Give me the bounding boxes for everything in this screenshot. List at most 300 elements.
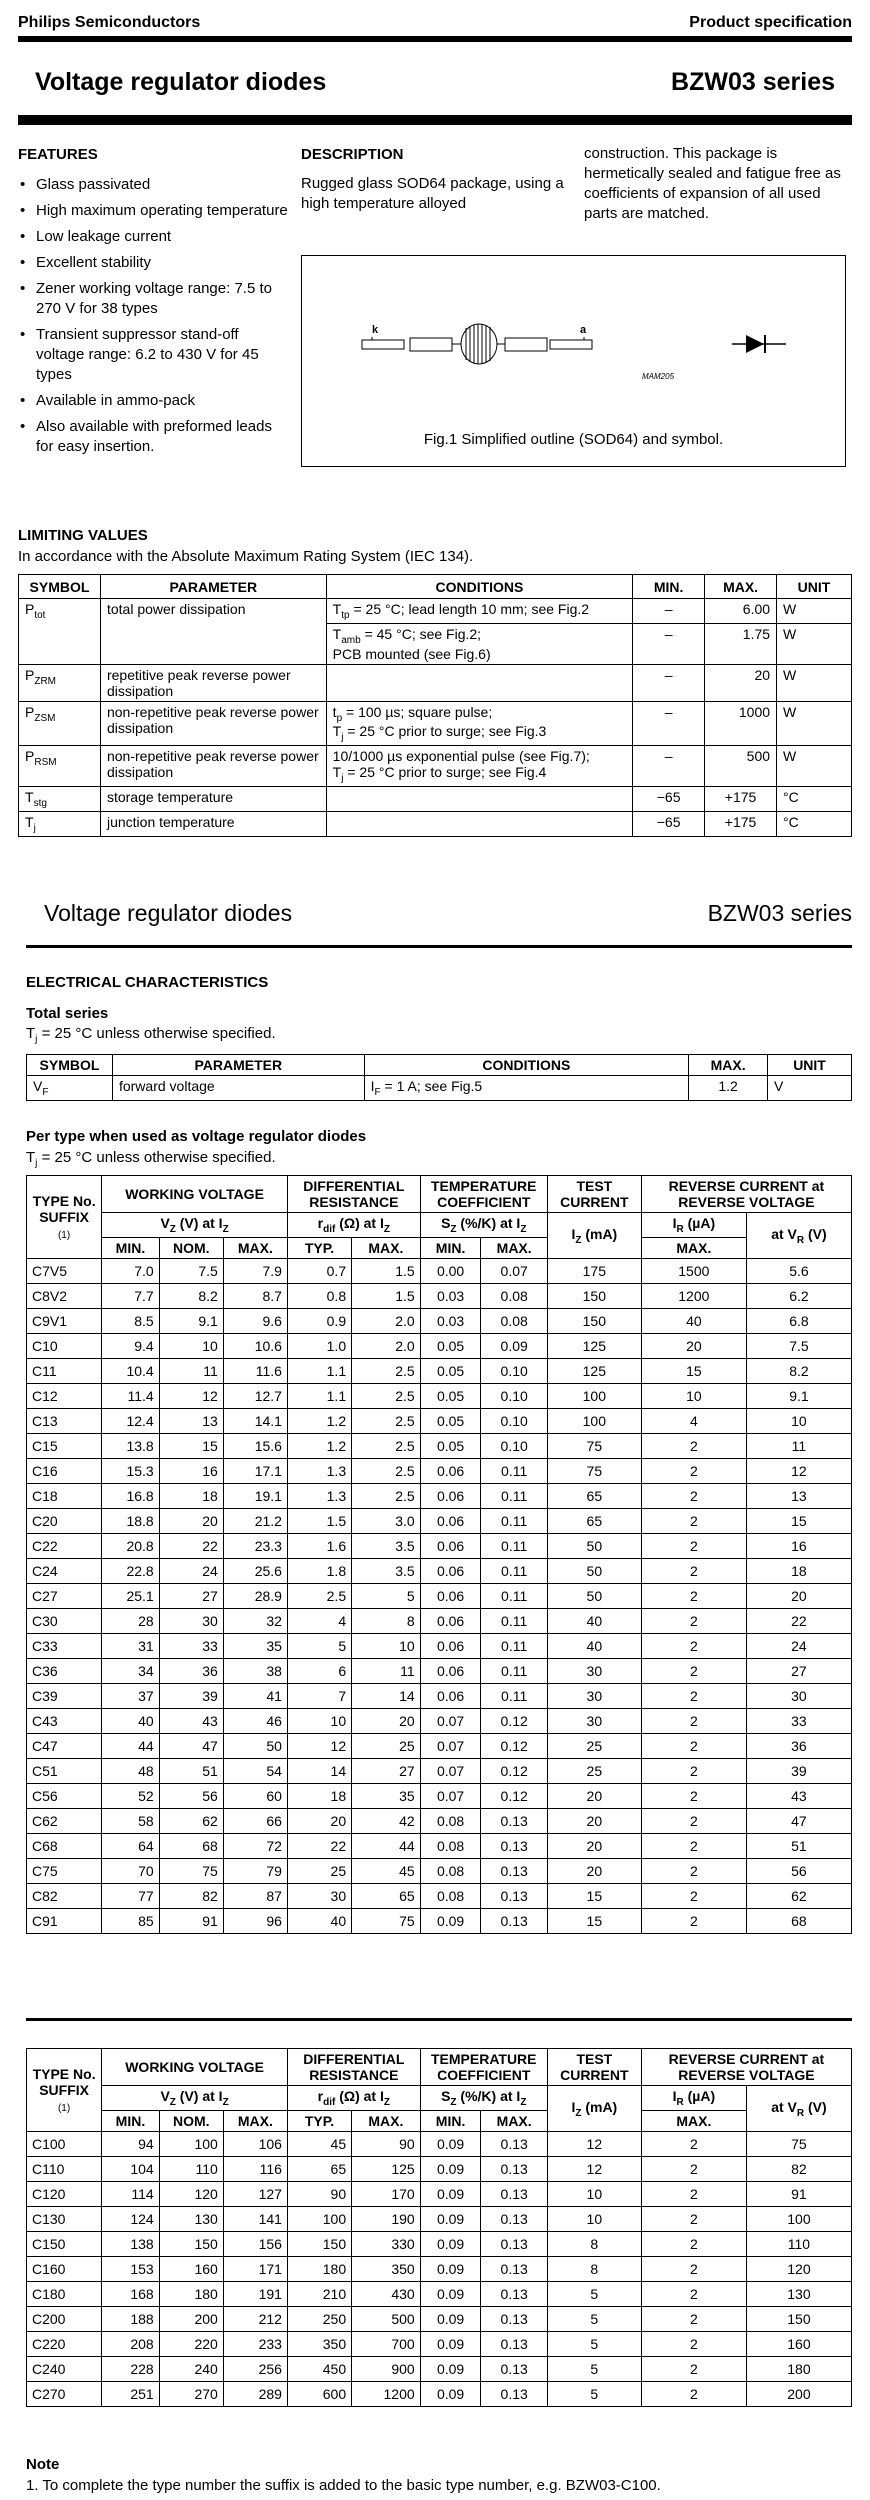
- unit-cell: W: [777, 746, 852, 787]
- value-cell: 0.11: [481, 1683, 547, 1708]
- value-cell: 0.10: [481, 1433, 547, 1458]
- value-cell: 22: [746, 1608, 851, 1633]
- value-cell: 65: [547, 1508, 641, 1533]
- per-type-header-row-3: [27, 2110, 852, 2131]
- value-cell: 1.1: [287, 1358, 351, 1383]
- col-sz-max: MAX.: [481, 1237, 547, 1258]
- table-row: [27, 2306, 852, 2331]
- table-row: [27, 1908, 852, 1933]
- value-cell: 79: [223, 1858, 287, 1883]
- value-cell: 0.13: [481, 2381, 547, 2406]
- value-cell: 0.06: [420, 1583, 481, 1608]
- value-cell: 125: [547, 1333, 641, 1358]
- conditions-cell: [326, 811, 633, 836]
- value-cell: 66: [223, 1808, 287, 1833]
- table-row: [27, 1783, 852, 1808]
- table-row: [19, 746, 852, 787]
- value-cell: 20: [352, 1708, 421, 1733]
- unit-cell: V: [768, 1076, 852, 1101]
- value-cell: 13: [159, 1408, 223, 1433]
- type-suffix-cell: C43: [27, 1708, 102, 1733]
- value-cell: 0.13: [481, 2181, 547, 2206]
- table-row: [27, 2131, 852, 2156]
- value-cell: 0.00: [420, 1258, 481, 1283]
- type-suffix-cell: C56: [27, 1783, 102, 1808]
- value-cell: 0.09: [481, 1333, 547, 1358]
- value-cell: 2: [641, 1558, 746, 1583]
- type-suffix-cell: C82: [27, 1883, 102, 1908]
- value-cell: 25.6: [223, 1558, 287, 1583]
- value-cell: 0.12: [481, 1708, 547, 1733]
- value-cell: 34: [102, 1658, 160, 1683]
- symbol-cell: $P_{ZSM}$: [19, 701, 101, 746]
- value-cell: 1.6: [287, 1533, 351, 1558]
- value-cell: 12.7: [223, 1383, 287, 1408]
- type-suffix-cell: C270: [27, 2381, 102, 2406]
- type-suffix-cell: C22: [27, 1533, 102, 1558]
- value-cell: 0.09: [420, 2356, 481, 2381]
- max-cell: +175: [705, 811, 777, 836]
- value-cell: 20: [547, 1783, 641, 1808]
- value-cell: 15: [547, 1908, 641, 1933]
- table-row: [27, 2381, 852, 2406]
- conditions-cell: [326, 786, 633, 811]
- value-cell: 75: [746, 2131, 851, 2156]
- min-cell: –: [633, 746, 705, 787]
- value-cell: 180: [746, 2356, 851, 2381]
- value-cell: 17.1: [223, 1458, 287, 1483]
- value-cell: 72: [223, 1833, 287, 1858]
- value-cell: 14.1: [223, 1408, 287, 1433]
- value-cell: 30: [547, 1683, 641, 1708]
- ts-col-symbol: SYMBOL: [27, 1055, 113, 1076]
- value-cell: 233: [223, 2331, 287, 2356]
- value-cell: 20: [287, 1808, 351, 1833]
- value-cell: 0.13: [481, 1833, 547, 1858]
- per-type-table-1: [26, 1175, 852, 1934]
- value-cell: 15: [159, 1433, 223, 1458]
- value-cell: 62: [746, 1883, 851, 1908]
- feature-item: • Low leakage current: [20, 227, 290, 247]
- value-cell: 2.0: [352, 1308, 421, 1333]
- type-suffix-cell: C15: [27, 1433, 102, 1458]
- value-cell: 36: [746, 1733, 851, 1758]
- value-cell: 0.10: [481, 1358, 547, 1383]
- value-cell: 0.05: [420, 1433, 481, 1458]
- value-cell: 56: [746, 1858, 851, 1883]
- table-row: [19, 599, 852, 624]
- value-cell: 168: [102, 2281, 160, 2306]
- value-cell: 62: [159, 1808, 223, 1833]
- lv-col-max: MAX.: [705, 575, 777, 599]
- value-cell: 2: [641, 1508, 746, 1533]
- value-cell: 2: [641, 2331, 746, 2356]
- type-suffix-cell: C8V2: [27, 1283, 102, 1308]
- value-cell: 150: [746, 2306, 851, 2331]
- col-differential-resistance: DIFFERENTIAL RESISTANCE: [287, 2049, 420, 2086]
- value-cell: 600: [287, 2381, 351, 2406]
- type-suffix-cell: C16: [27, 1458, 102, 1483]
- value-cell: 3.0: [352, 1508, 421, 1533]
- value-cell: 0.12: [481, 1733, 547, 1758]
- col-vz-max: MAX.: [223, 2110, 287, 2131]
- max-cell: 1000: [705, 701, 777, 746]
- value-cell: 12: [547, 2131, 641, 2156]
- value-cell: 138: [102, 2231, 160, 2256]
- value-cell: 170: [352, 2181, 421, 2206]
- value-cell: 0.07: [420, 1733, 481, 1758]
- value-cell: 350: [352, 2256, 421, 2281]
- value-cell: 114: [102, 2181, 160, 2206]
- value-cell: 20: [159, 1508, 223, 1533]
- value-cell: 2: [641, 1783, 746, 1808]
- value-cell: 124: [102, 2206, 160, 2231]
- value-cell: 90: [352, 2131, 421, 2156]
- value-cell: 100: [547, 1408, 641, 1433]
- value-cell: 7: [287, 1683, 351, 1708]
- value-cell: 0.11: [481, 1533, 547, 1558]
- value-cell: 0.09: [420, 2381, 481, 2406]
- value-cell: 91: [159, 1908, 223, 1933]
- value-cell: 0.08: [481, 1283, 547, 1308]
- ts-col-parameter: PARAMETER: [112, 1055, 364, 1076]
- value-cell: 2: [641, 1633, 746, 1658]
- value-cell: 106: [223, 2131, 287, 2156]
- value-cell: 0.13: [481, 1858, 547, 1883]
- value-cell: 2: [641, 2181, 746, 2206]
- table-row: [27, 1283, 852, 1308]
- value-cell: 8: [352, 1608, 421, 1633]
- table-row: [27, 1608, 852, 1633]
- sod64-outline-drawing: [302, 256, 845, 406]
- value-cell: 2: [641, 2281, 746, 2306]
- value-cell: 160: [159, 2256, 223, 2281]
- value-cell: 12: [746, 1458, 851, 1483]
- ts-col-unit: UNIT: [768, 1055, 852, 1076]
- value-cell: 2: [641, 1458, 746, 1483]
- value-cell: 240: [159, 2356, 223, 2381]
- table-row: [27, 1758, 852, 1783]
- value-cell: 5.6: [746, 1258, 851, 1283]
- value-cell: 100: [746, 2206, 851, 2231]
- parameter-cell: storage temperature: [100, 786, 326, 811]
- table-row: [27, 2281, 852, 2306]
- value-cell: 2: [641, 1758, 746, 1783]
- type-suffix-cell: C36: [27, 1658, 102, 1683]
- value-cell: 11.6: [223, 1358, 287, 1383]
- lv-col-min: MIN.: [633, 575, 705, 599]
- value-cell: 60: [223, 1783, 287, 1808]
- value-cell: 75: [547, 1458, 641, 1483]
- parameter-cell: total power dissipation: [100, 599, 326, 665]
- total-series-header-row: [27, 1055, 852, 1076]
- conditions-cell: [326, 664, 633, 701]
- col-sz-unit: $S_Z$ (%/K) at $I_Z$: [420, 2086, 547, 2111]
- value-cell: 22: [159, 1533, 223, 1558]
- value-cell: 1.5: [352, 1258, 421, 1283]
- value-cell: 0.09: [420, 2231, 481, 2256]
- max-cell: 1.2: [689, 1076, 768, 1101]
- table-row: [27, 1308, 852, 1333]
- value-cell: 85: [102, 1908, 160, 1933]
- value-cell: 0.06: [420, 1558, 481, 1583]
- value-cell: 82: [746, 2156, 851, 2181]
- value-cell: 0.13: [481, 1883, 547, 1908]
- value-cell: 0.7: [287, 1258, 351, 1283]
- value-cell: 12: [159, 1383, 223, 1408]
- value-cell: 40: [287, 1908, 351, 1933]
- page2-rule: [26, 945, 852, 948]
- type-suffix-cell: C91: [27, 1908, 102, 1933]
- value-cell: 7.9: [223, 1258, 287, 1283]
- value-cell: 0.11: [481, 1583, 547, 1608]
- value-cell: 0.13: [481, 2231, 547, 2256]
- col-rdif-max: MAX.: [352, 1237, 421, 1258]
- value-cell: 900: [352, 2356, 421, 2381]
- value-cell: 10: [547, 2206, 641, 2231]
- value-cell: 8: [547, 2256, 641, 2281]
- description-text-2: construction. This package is hermetically sealed and fatigue free as coefficients of expansion of all used parts are matched.: [584, 145, 841, 222]
- type-suffix-cell: C33: [27, 1633, 102, 1658]
- value-cell: 56: [159, 1783, 223, 1808]
- value-cell: 0.09: [420, 2256, 481, 2281]
- value-cell: 2: [641, 1608, 746, 1633]
- table-row: [27, 1408, 852, 1433]
- value-cell: 94: [102, 2131, 160, 2156]
- company-name: Philips Semiconductors: [18, 14, 201, 31]
- table-row: [27, 1433, 852, 1458]
- min-cell: −65: [633, 811, 705, 836]
- col-rdif-unit: $r_{dif}$ (Ω) at $I_Z$: [287, 2086, 420, 2111]
- value-cell: 0.09: [420, 1908, 481, 1933]
- parameter-cell: non-repetitive peak reverse power dissipation: [100, 701, 326, 746]
- type-suffix-cell: C9V1: [27, 1308, 102, 1333]
- type-suffix-cell: C130: [27, 2206, 102, 2231]
- lv-col-symbol: SYMBOL: [19, 575, 101, 599]
- value-cell: 0.03: [420, 1308, 481, 1333]
- table-row: [19, 786, 852, 811]
- value-cell: 2: [641, 2131, 746, 2156]
- per-type-header-row-3: [27, 1237, 852, 1258]
- min-cell: −65: [633, 786, 705, 811]
- parameter-cell: non-repetitive peak reverse power dissipation: [100, 746, 326, 787]
- value-cell: 0.13: [481, 1808, 547, 1833]
- table-row: [19, 664, 852, 701]
- value-cell: 44: [352, 1833, 421, 1858]
- value-cell: 2: [641, 2206, 746, 2231]
- table-row: [27, 2231, 852, 2256]
- value-cell: 20: [547, 1808, 641, 1833]
- value-cell: 52: [102, 1783, 160, 1808]
- value-cell: 0.06: [420, 1483, 481, 1508]
- col-type-suffix: TYPE No. SUFFIX (1): [27, 2049, 102, 2132]
- value-cell: 30: [547, 1658, 641, 1683]
- value-cell: 120: [159, 2181, 223, 2206]
- value-cell: 41: [223, 1683, 287, 1708]
- value-cell: 220: [159, 2331, 223, 2356]
- table-row: [27, 2331, 852, 2356]
- value-cell: 0.08: [420, 1833, 481, 1858]
- value-cell: 100: [547, 1383, 641, 1408]
- col-rdif-max: MAX.: [352, 2110, 421, 2131]
- value-cell: 0.05: [420, 1358, 481, 1383]
- type-suffix-cell: C62: [27, 1808, 102, 1833]
- value-cell: 15: [746, 1508, 851, 1533]
- col-differential-resistance: DIFFERENTIAL RESISTANCE: [287, 1176, 420, 1213]
- value-cell: 0.11: [481, 1608, 547, 1633]
- value-cell: 210: [287, 2281, 351, 2306]
- value-cell: 0.05: [420, 1408, 481, 1433]
- features-list: [20, 175, 290, 463]
- total-series-heading: Total series: [26, 1005, 109, 1022]
- type-suffix-cell: C12: [27, 1383, 102, 1408]
- value-cell: 18.8: [102, 1508, 160, 1533]
- value-cell: 65: [547, 1483, 641, 1508]
- col-type-suffix: TYPE No. SUFFIX (1): [27, 1176, 102, 1259]
- total-series-note: $T_j = 25$ °C unless otherwise specified.: [26, 1025, 276, 1045]
- value-cell: 6.8: [746, 1308, 851, 1333]
- value-cell: 12: [287, 1733, 351, 1758]
- col-vr-unit: at $V_R$ (V): [746, 2086, 851, 2132]
- value-cell: 1.1: [287, 1383, 351, 1408]
- value-cell: 36: [159, 1658, 223, 1683]
- value-cell: 0.06: [420, 1533, 481, 1558]
- value-cell: 5: [547, 2381, 641, 2406]
- parameter-cell: repetitive peak reverse power dissipation: [100, 664, 326, 701]
- type-suffix-cell: C240: [27, 2356, 102, 2381]
- value-cell: 2: [641, 1483, 746, 1508]
- value-cell: 330: [352, 2231, 421, 2256]
- value-cell: 30: [287, 1883, 351, 1908]
- value-cell: 130: [746, 2281, 851, 2306]
- value-cell: 3.5: [352, 1558, 421, 1583]
- value-cell: 40: [641, 1308, 746, 1333]
- value-cell: 0.8: [287, 1283, 351, 1308]
- value-cell: 31: [102, 1633, 160, 1658]
- value-cell: 10: [641, 1383, 746, 1408]
- value-cell: 104: [102, 2156, 160, 2181]
- value-cell: 2: [641, 1583, 746, 1608]
- value-cell: 0.10: [481, 1408, 547, 1433]
- figure-1: [301, 255, 846, 467]
- limiting-heading: LIMITING VALUES: [18, 527, 148, 544]
- col-ir-max: MAX.: [641, 1237, 746, 1258]
- value-cell: 1.2: [287, 1433, 351, 1458]
- value-cell: 0.13: [481, 2206, 547, 2231]
- type-suffix-cell: C150: [27, 2231, 102, 2256]
- value-cell: 251: [102, 2381, 160, 2406]
- table-row: [27, 1258, 852, 1283]
- value-cell: 0.13: [481, 2256, 547, 2281]
- value-cell: 45: [287, 2131, 351, 2156]
- value-cell: 42: [352, 1808, 421, 1833]
- type-suffix-cell: C30: [27, 1608, 102, 1633]
- table-row: [27, 1383, 852, 1408]
- value-cell: 6: [287, 1658, 351, 1683]
- col-vz-min: MIN.: [102, 1237, 160, 1258]
- value-cell: 16: [746, 1533, 851, 1558]
- value-cell: 180: [159, 2281, 223, 2306]
- table-row: [27, 1508, 852, 1533]
- table-row: [27, 1683, 852, 1708]
- value-cell: 0.09: [420, 2306, 481, 2331]
- page2-title: Voltage regulator diodes: [44, 900, 293, 926]
- value-cell: 25: [547, 1733, 641, 1758]
- value-cell: 0.09: [420, 2131, 481, 2156]
- table-row: [27, 1733, 852, 1758]
- value-cell: 0.09: [420, 2281, 481, 2306]
- value-cell: 2: [641, 1433, 746, 1458]
- value-cell: 1.0: [287, 1333, 351, 1358]
- value-cell: 0.09: [420, 2206, 481, 2231]
- type-suffix-cell: C100: [27, 2131, 102, 2156]
- value-cell: 30: [547, 1708, 641, 1733]
- value-cell: 64: [102, 1833, 160, 1858]
- parameter-cell: junction temperature: [100, 811, 326, 836]
- value-cell: 200: [159, 2306, 223, 2331]
- electrical-heading: ELECTRICAL CHARACTERISTICS: [26, 974, 269, 991]
- value-cell: 5: [547, 2331, 641, 2356]
- note-heading: Note: [26, 2456, 60, 2473]
- value-cell: 0.03: [420, 1283, 481, 1308]
- col-reverse-current: REVERSE CURRENT at REVERSE VOLTAGE: [641, 1176, 851, 1213]
- value-cell: 2: [641, 1533, 746, 1558]
- value-cell: 2.5: [287, 1583, 351, 1608]
- type-suffix-cell: C51: [27, 1758, 102, 1783]
- value-cell: 2.5: [352, 1458, 421, 1483]
- value-cell: 32: [223, 1608, 287, 1633]
- unit-cell: W: [777, 599, 852, 624]
- col-vr-unit: at $V_R$ (V): [746, 1213, 851, 1259]
- value-cell: 7.5: [746, 1333, 851, 1358]
- value-cell: 0.06: [420, 1608, 481, 1633]
- value-cell: 24: [159, 1558, 223, 1583]
- value-cell: 12.4: [102, 1408, 160, 1433]
- value-cell: 175: [547, 1258, 641, 1283]
- value-cell: 82: [159, 1883, 223, 1908]
- limiting-values-table: [18, 574, 852, 837]
- value-cell: 500: [352, 2306, 421, 2331]
- type-suffix-cell: C120: [27, 2181, 102, 2206]
- value-cell: 0.10: [481, 1383, 547, 1408]
- type-suffix-cell: C13: [27, 1408, 102, 1433]
- note-text: 1. To complete the type number the suffix is added to the basic type number, e.g. BZW03-C100.: [26, 2477, 661, 2494]
- value-cell: 1.5: [352, 1283, 421, 1308]
- value-cell: 16.8: [102, 1483, 160, 1508]
- max-cell: 20: [705, 664, 777, 701]
- col-sz-max: MAX.: [481, 2110, 547, 2131]
- lv-col-unit: UNIT: [777, 575, 852, 599]
- col-rdif-unit: $r_{dif}$ (Ω) at $I_Z$: [287, 1213, 420, 1238]
- value-cell: 16: [159, 1458, 223, 1483]
- value-cell: 46: [223, 1708, 287, 1733]
- table-row: [27, 1658, 852, 1683]
- table-row: [27, 1583, 852, 1608]
- type-suffix-cell: C27: [27, 1583, 102, 1608]
- value-cell: 0.08: [481, 1308, 547, 1333]
- value-cell: 8.5: [102, 1308, 160, 1333]
- value-cell: 51: [746, 1833, 851, 1858]
- value-cell: 19.1: [223, 1483, 287, 1508]
- value-cell: 110: [159, 2156, 223, 2181]
- value-cell: 75: [547, 1433, 641, 1458]
- value-cell: 0.12: [481, 1758, 547, 1783]
- value-cell: 350: [287, 2331, 351, 2356]
- value-cell: 47: [746, 1808, 851, 1833]
- col-vz-unit: $V_Z$ (V) at $I_Z$: [102, 2086, 288, 2111]
- value-cell: 0.9: [287, 1308, 351, 1333]
- value-cell: 116: [223, 2156, 287, 2181]
